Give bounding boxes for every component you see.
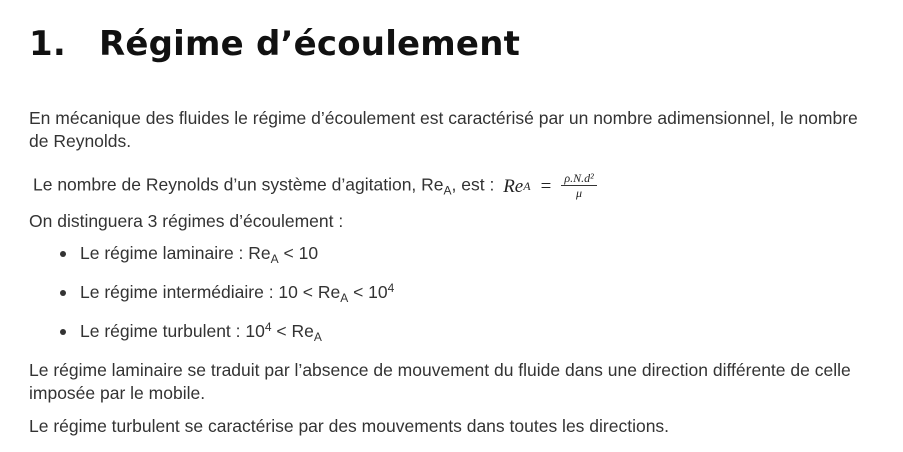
section-number: 1. bbox=[29, 24, 66, 64]
laminar-description: Le régime laminaire se traduit par l’absence de mouvement du fluide dans une direction différente de celle imposée par le mobile. bbox=[29, 360, 851, 403]
formula-denominator: μ bbox=[575, 186, 583, 200]
regimes-intro: On distinguera 3 régimes d’écoulement : bbox=[29, 211, 344, 231]
regime-subscript: A bbox=[340, 291, 349, 305]
regime-text: Le régime turbulent : 10 bbox=[80, 321, 265, 341]
regime-mid: < Re bbox=[271, 321, 314, 341]
formula-lhs: Re bbox=[503, 175, 524, 197]
reynolds-formula: Re A = $\frac{\text{ρ.N.d²}}{\mu}$ bbox=[503, 172, 596, 200]
regime-superscript: 4 bbox=[264, 320, 272, 334]
section-heading bbox=[29, 24, 520, 64]
regime-subscript: A bbox=[313, 330, 322, 344]
reynolds-suffix: , est : bbox=[451, 174, 495, 195]
regime-text: Le régime intermédiaire : 10 < Re bbox=[80, 282, 341, 302]
formula-fraction bbox=[561, 172, 596, 200]
regime-tail: < 10 bbox=[348, 282, 388, 302]
formula-equals: = bbox=[540, 175, 552, 197]
regime-text: Le régime laminaire : Re bbox=[80, 243, 271, 263]
turbulent-description: Le régime turbulent se caractérise par des mouvements dans toutes les directions. bbox=[29, 416, 670, 436]
list-item-turbulent bbox=[58, 320, 394, 359]
regime-superscript: 4 bbox=[387, 281, 395, 295]
reynolds-subscript: A bbox=[443, 183, 452, 198]
section-title: Régime d’écoulement bbox=[99, 24, 521, 64]
intro-paragraph: En mécanique des fluides le régime d’écoulement est caractérisé par un nombre adimensionnel, le nombre de Reynolds. bbox=[29, 108, 858, 151]
reynolds-definition bbox=[33, 172, 883, 200]
reynolds-prefix: Le nombre de Reynolds d’un système d’agitation, Re bbox=[33, 174, 444, 195]
regime-subscript: A bbox=[270, 252, 279, 266]
formula-numerator: ρ.N.d² bbox=[561, 172, 596, 186]
regime-tail: < 10 bbox=[278, 243, 319, 263]
list-item-intermediaire bbox=[58, 281, 394, 320]
list-item-laminaire bbox=[58, 242, 394, 281]
regimes-list bbox=[58, 242, 394, 359]
